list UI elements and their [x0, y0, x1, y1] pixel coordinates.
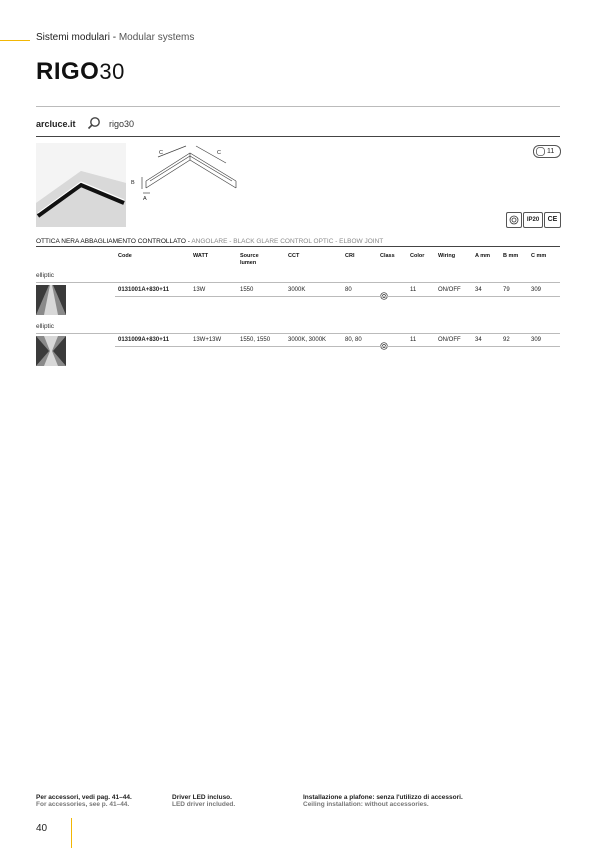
col-header-source-1: Source — [240, 253, 259, 259]
ip-rating-badge: IP20 — [523, 212, 543, 228]
technical-drawing — [131, 143, 248, 205]
dim-label-b: B — [131, 180, 135, 186]
footer-driver — [172, 794, 235, 808]
cell-a: 34 — [475, 287, 482, 293]
col-header-b: B mm — [503, 253, 519, 259]
optic-thumbnail — [36, 285, 66, 315]
col-header-color: Color — [410, 253, 425, 259]
search-term: rigo30 — [109, 119, 135, 129]
row-divider — [115, 296, 560, 297]
col-header-class: Class — [380, 253, 395, 259]
cell-watt: 13W+13W — [193, 337, 222, 343]
cell-cct: 3000K, 3000K — [288, 337, 327, 343]
group-label: elliptic — [36, 272, 55, 279]
col-header-code: Code — [118, 253, 132, 259]
subtitle-it: Sistemi modulari - — [36, 32, 119, 43]
cell-c: 309 — [531, 337, 542, 343]
dim-label-c2: C — [217, 150, 221, 156]
page-number: 40 — [36, 823, 48, 834]
cell-code: 0131001A+830+11 — [118, 287, 170, 293]
col-header-a: A mm — [475, 253, 491, 259]
group-label: elliptic — [36, 323, 55, 330]
group-divider — [36, 282, 560, 283]
color-badge-label: 11 — [547, 148, 555, 155]
cell-wiring: ON/OFF — [438, 337, 461, 343]
cell-color: 11 — [410, 337, 417, 343]
footer-accessories-en: For accessories, see p. 41–44. — [36, 801, 130, 808]
cell-source: 1550, 1550 — [240, 337, 271, 343]
group-divider — [36, 333, 560, 334]
footer-accent-line — [71, 818, 72, 848]
header-accent-line — [0, 40, 30, 41]
cell-color: 11 — [410, 287, 417, 293]
cell-cct: 3000K — [288, 287, 306, 293]
cell-cri: 80 — [345, 287, 352, 293]
cell-watt: 13W — [193, 287, 206, 293]
footer-installation-en: Ceiling installation: without accessories. — [303, 801, 429, 808]
dim-label-c1: C — [159, 150, 163, 156]
col-header-source-2: lumen — [240, 260, 257, 266]
footer-installation — [303, 794, 463, 808]
cell-b: 79 — [503, 287, 510, 293]
title-divider — [36, 106, 560, 107]
col-header-source — [240, 253, 259, 267]
color-badge — [533, 145, 561, 158]
subtitle-en: Modular systems — [118, 32, 195, 43]
cell-cri: 80, 80 — [345, 337, 362, 343]
section-divider — [36, 246, 560, 247]
cell-b: 92 — [503, 337, 510, 343]
optic-thumbnail — [36, 336, 66, 366]
title-number: 30 — [99, 59, 125, 84]
footer-accessories — [36, 794, 132, 808]
class-icon — [506, 212, 522, 228]
footer-accessories-it: Per accessori, vedi pag. 41–44. — [36, 794, 132, 801]
col-header-watt: WATT — [193, 253, 209, 259]
search-icon — [87, 116, 101, 130]
row-divider — [115, 346, 560, 347]
dim-label-a: A — [143, 196, 147, 202]
cell-wiring: ON/OFF — [438, 287, 461, 293]
section-title-en: ANGOLARE - BLACK GLARE CONTROL OPTIC - ELBOW JOINT — [191, 238, 384, 245]
col-header-c: C mm — [531, 253, 547, 259]
col-header-cct: CCT — [288, 253, 300, 259]
page-title — [36, 58, 125, 86]
cell-source: 1550 — [240, 287, 254, 293]
footer-installation-it: Installazione a plafone: senza l'utilizzo di accessori. — [303, 794, 463, 801]
col-header-wiring: Wiring — [438, 253, 456, 259]
section-divider-top — [36, 136, 560, 137]
section-title-it: OTTICA NERA ABBAGLIAMENTO CONTROLLATO - — [36, 238, 192, 245]
site-link[interactable]: arcluce.it — [36, 119, 76, 129]
footer-driver-en: LED driver included. — [172, 801, 236, 808]
col-header-cri: CRI — [345, 253, 355, 259]
cell-c: 309 — [531, 287, 542, 293]
ce-mark-badge: CE — [544, 212, 561, 228]
cell-a: 34 — [475, 337, 482, 343]
product-photo — [36, 143, 126, 227]
section-title — [36, 238, 383, 245]
footer-driver-it: Driver LED incluso. — [172, 794, 232, 801]
title-bold: RIGO — [36, 58, 100, 85]
cell-code: 0131009A+830+11 — [118, 337, 170, 343]
header-subtitle — [36, 32, 194, 43]
